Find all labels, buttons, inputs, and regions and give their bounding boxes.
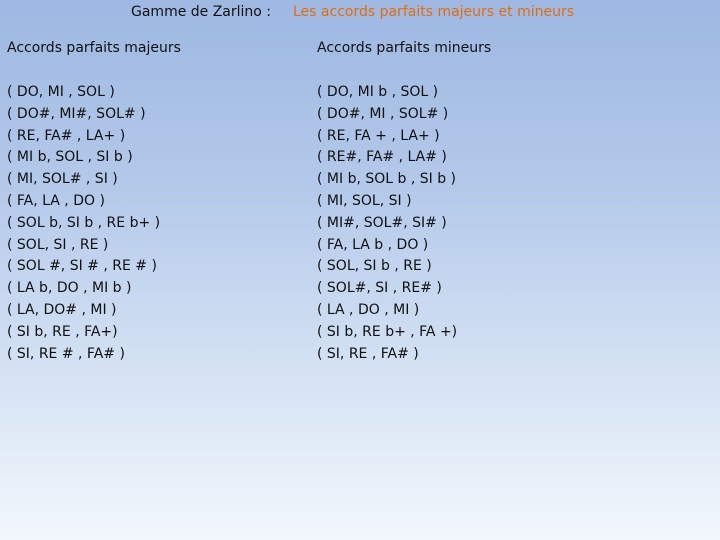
chord-majeur: ( LA b, DO , MI b )	[7, 280, 132, 297]
chord-majeur: ( RE, FA# , LA+ )	[7, 127, 126, 144]
chord-majeur: ( MI, SOL# , SI )	[7, 171, 118, 188]
chord-mineur: ( FA, LA b , DO )	[317, 236, 429, 253]
chord-mineur: ( DO, MI b , SOL )	[317, 84, 439, 100]
heading-majeurs: Accords parfaits majeurs	[7, 40, 181, 56]
chord-mineur: ( MI b, SOL b , SI b )	[317, 171, 457, 188]
chord-majeur: ( LA, DO# , MI )	[7, 301, 117, 318]
chord-majeur: ( SOL, SI , RE )	[7, 236, 109, 253]
title-accords: Les accords parfaits majeurs et mineurs	[293, 4, 575, 20]
list-mineurs	[317, 82, 457, 365]
title-line	[0, 4, 720, 24]
chord-mineur: ( DO#, MI , SOL# )	[317, 105, 449, 122]
chord-mineur: ( MI#, SOL#, SI# )	[317, 214, 447, 231]
chord-majeur: ( DO, MI , SOL )	[7, 84, 115, 100]
chord-mineur: ( RE, FA + , LA+ )	[317, 127, 440, 144]
chord-majeur: ( SI, RE # , FA# )	[7, 345, 125, 362]
list-majeurs	[7, 82, 160, 365]
title-gamme: Gamme de Zarlino :	[131, 4, 272, 20]
chord-mineur: ( SOL#, SI , RE# )	[317, 280, 442, 297]
chord-mineur: ( SI b, RE b+ , FA +)	[317, 323, 458, 340]
chord-mineur: ( SOL, SI b , RE )	[317, 258, 432, 275]
chord-mineur: ( SI, RE , FA# )	[317, 345, 419, 362]
heading-mineurs: Accords parfaits mineurs	[317, 40, 492, 56]
chord-mineur: ( MI, SOL, SI )	[317, 192, 412, 209]
chord-mineur: ( LA , DO , MI )	[317, 301, 420, 318]
chord-mineur: ( RE#, FA# , LA# )	[317, 149, 447, 166]
chord-majeur: ( SOL b, SI b , RE b+ )	[7, 214, 161, 231]
chord-majeur: ( SI b, RE , FA+)	[7, 323, 118, 340]
chord-majeur: ( SOL #, SI # , RE # )	[7, 258, 157, 275]
chord-majeur: ( MI b, SOL , SI b )	[7, 149, 133, 166]
chord-majeur: ( DO#, MI#, SOL# )	[7, 105, 146, 122]
chord-majeur: ( FA, LA , DO )	[7, 192, 105, 209]
